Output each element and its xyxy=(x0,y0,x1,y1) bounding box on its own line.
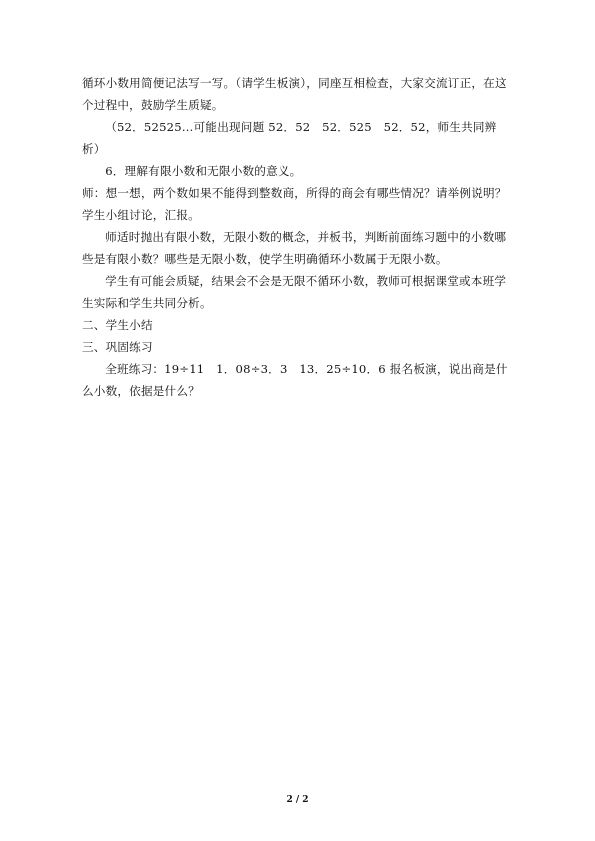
paragraph-discussion-note: （52．52525…可能出现问题 52．52 52．525 52．52，师生共同辨析） xyxy=(82,120,497,156)
paragraph-step-6: 6．理解有限小数和无限小数的意义。 xyxy=(105,164,302,178)
section-heading-summary: 二、学生小结 xyxy=(82,318,153,332)
paragraph-student-question: 学生有可能会质疑，结果会不会是无限不循环小数，教师可根据课堂或本班学生实际和学生共同分析。 xyxy=(82,274,507,310)
document-body xyxy=(82,72,514,402)
paragraph-recurring-decimal-notation: 循环小数用简便记法写一写。（请学生板演），同座互相检查，大家交流订正，在这个过程中，鼓励学生质疑。 xyxy=(82,76,507,112)
paragraph-concept-introduction: 师适时抛出有限小数，无限小数的概念，并板书，判断前面练习题中的小数哪些是有限小数？哪些是无限小数，使学生明确循环小数属于无限小数。 xyxy=(82,230,507,266)
paragraph-group-discussion: 学生小组讨论，汇报。 xyxy=(82,208,200,222)
page-number: 2 / 2 xyxy=(286,795,309,805)
section-heading-practice: 三、巩固练习 xyxy=(82,340,153,354)
paragraph-teacher-question: 师：想一想，两个数如果不能得到整数商，所得的商会有哪些情况？请举例说明？ xyxy=(82,186,507,200)
paragraph-class-exercise: 全班练习：19÷11 1．08÷3．3 13．25÷10．6 报名板演，说出商是什么小数，依据是什么？ xyxy=(82,362,508,398)
